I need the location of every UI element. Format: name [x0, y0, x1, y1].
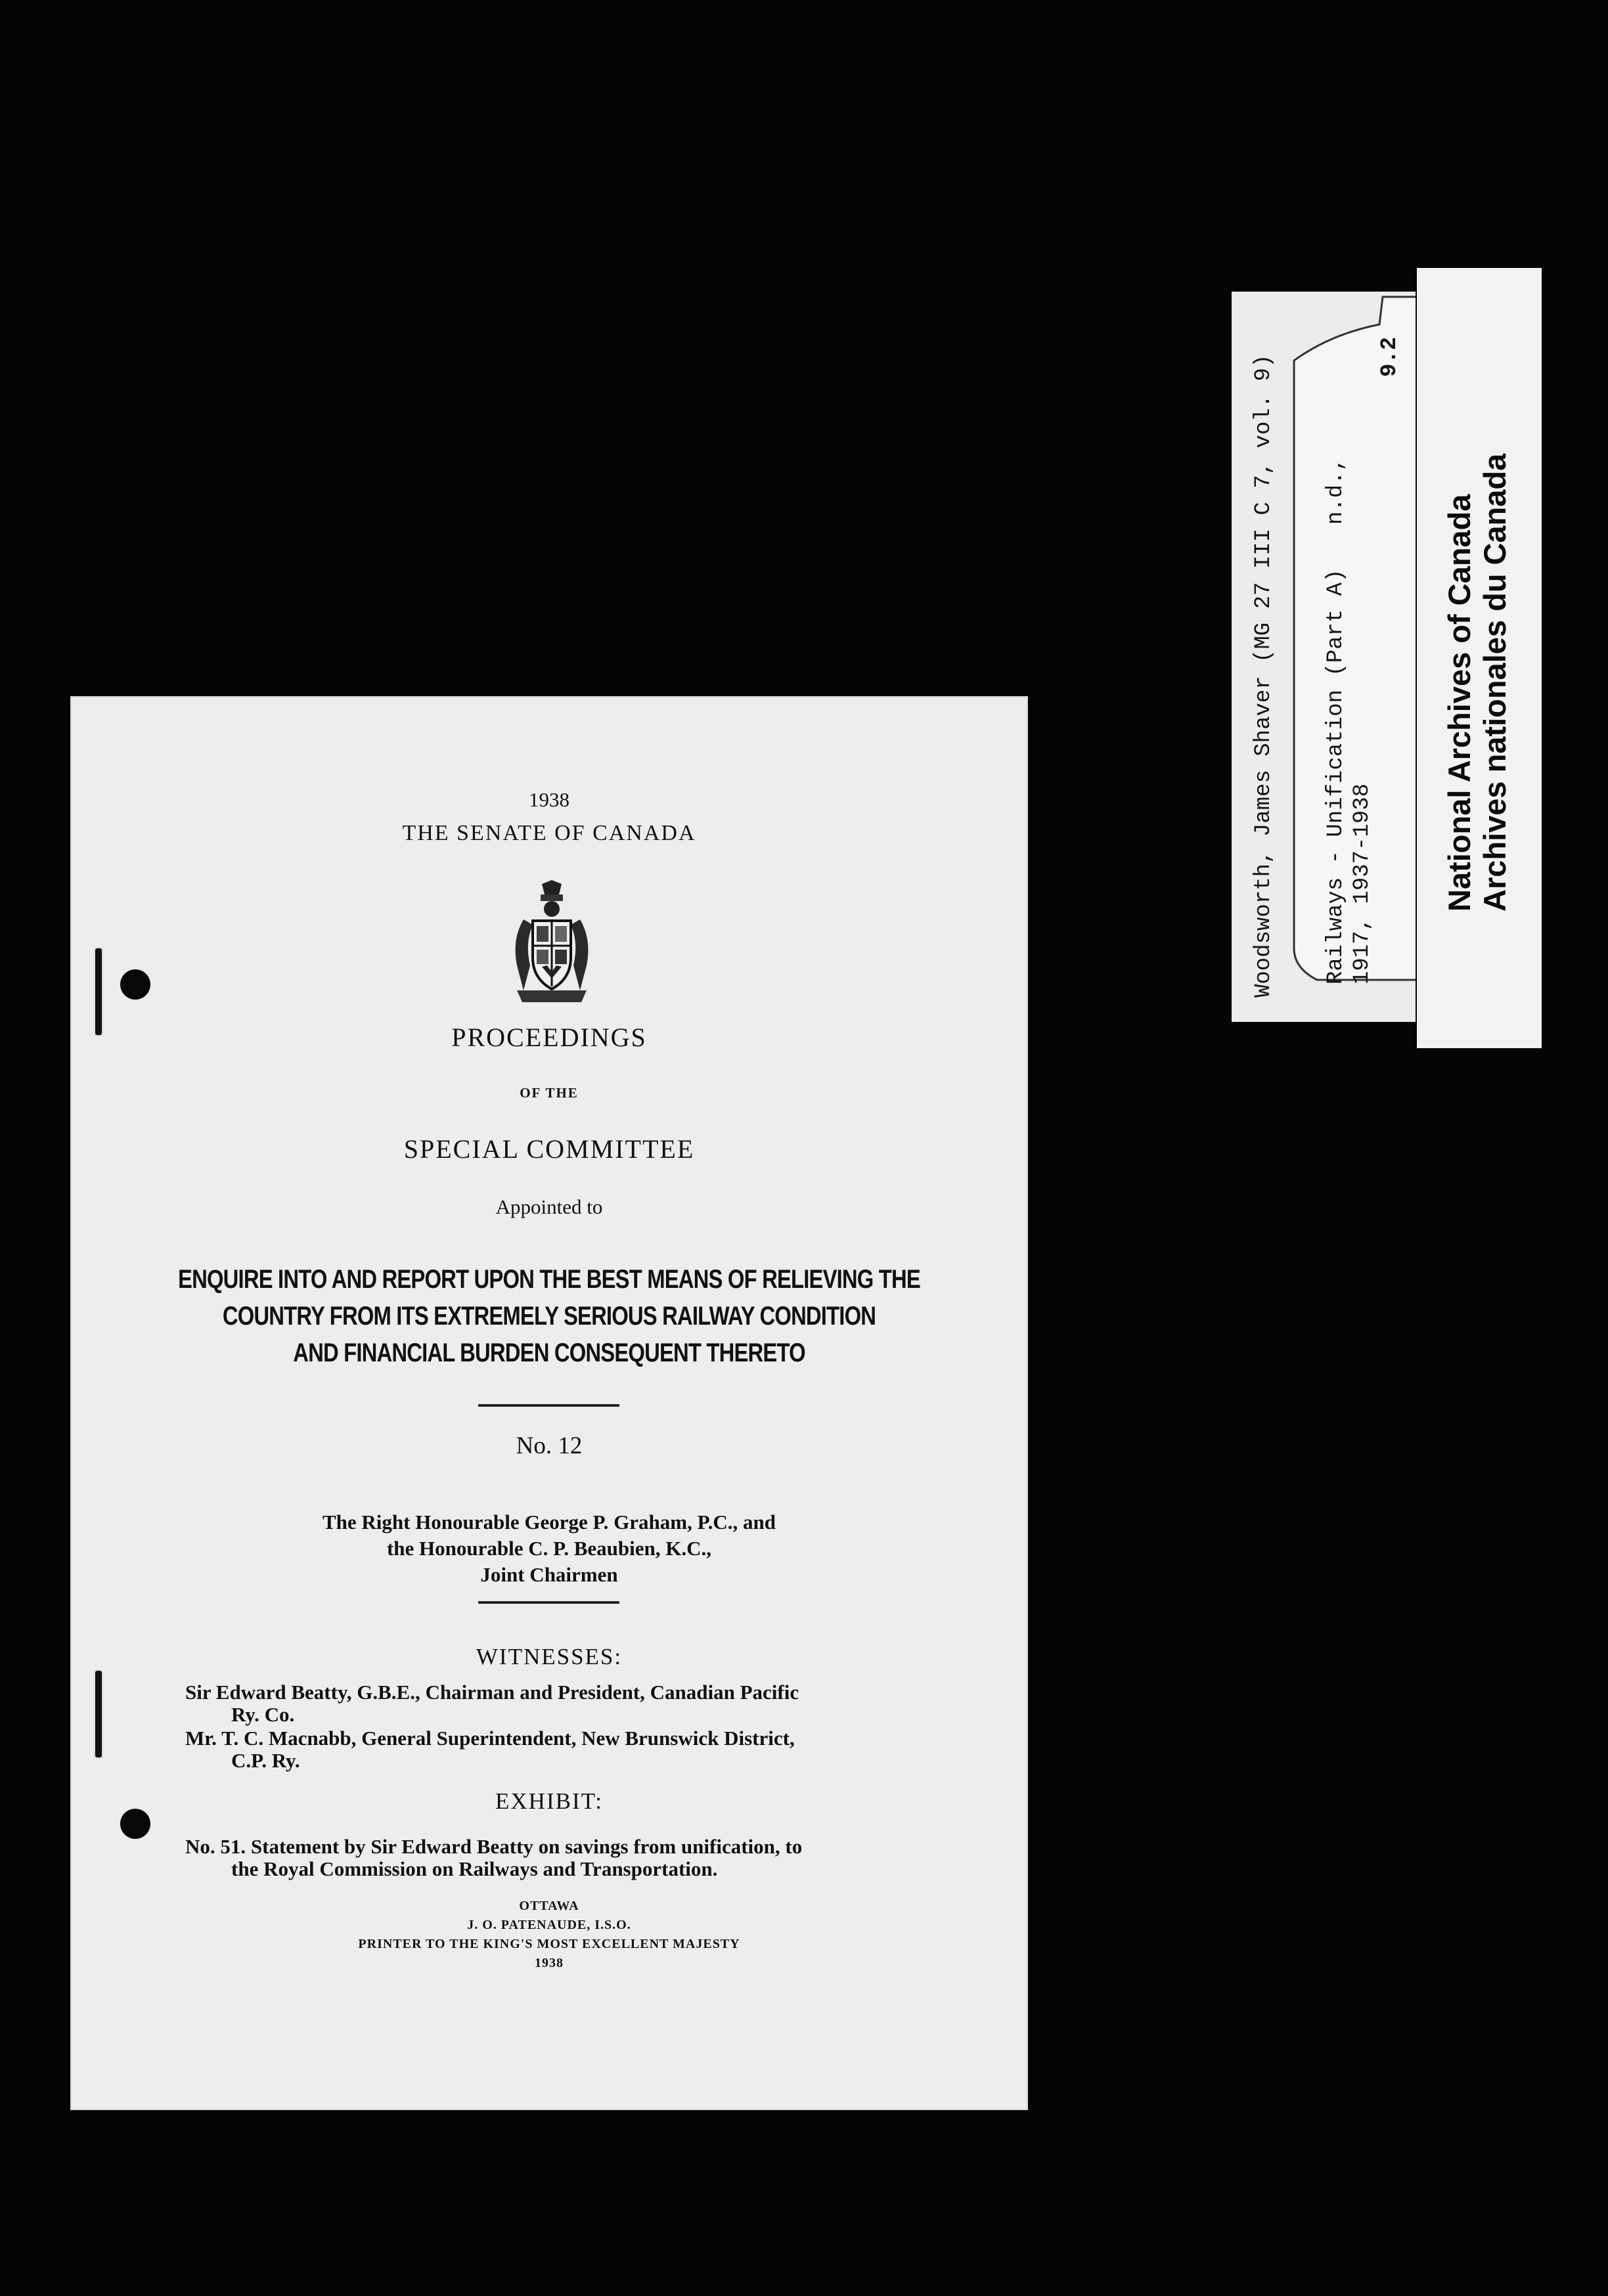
purpose-line: COUNTRY FROM ITS EXTREMELY SERIOUS RAILWAY CONDITION	[222, 1302, 876, 1331]
witness-entry	[185, 1681, 980, 1726]
imprint-line: J. O. PATENAUDE, I.S.O.	[467, 1918, 631, 1932]
institution-name-fr: Archives nationales du Canada	[1477, 453, 1512, 912]
institution-name-en: National Archives of Canada	[1442, 494, 1477, 912]
witness-line: Mr. T. C. Macnabb, General Superintendent, New Brunswick District,	[185, 1727, 795, 1750]
institution-label	[1417, 268, 1542, 1048]
chairmen-line: The Right Honourable George P. Graham, P.C., and	[322, 1511, 776, 1534]
divider	[478, 1404, 619, 1407]
committee-name: SPECIAL COMMITTEE	[403, 1134, 695, 1164]
chairmen-line: the Honourable C. P. Beaubien, K.C.,	[386, 1537, 712, 1560]
committee-purpose	[156, 1261, 942, 1371]
purpose-line: AND FINANCIAL BURDEN CONSEQUENT THERETO	[293, 1338, 805, 1367]
publication-year: 1938	[529, 788, 570, 811]
file-dates: 1917, 1937-1938	[1350, 783, 1375, 984]
file-number: 9.2	[1377, 336, 1402, 377]
witness-entry	[185, 1727, 980, 1772]
punch-hole-top	[120, 969, 150, 1000]
witness-line: C.P. Ry.	[231, 1749, 300, 1772]
document-page	[70, 696, 1028, 2110]
appointed-to-line: Appointed to	[495, 1195, 603, 1218]
joint-chairmen	[70, 1509, 1028, 1588]
purpose-line: ENQUIRE INTO AND REPORT UPON THE BEST MEANS OF RELIEVING THE	[178, 1265, 920, 1294]
divider	[478, 1601, 619, 1604]
issuing-body: THE SENATE OF CANADA	[402, 821, 696, 845]
file-label	[1232, 292, 1416, 1022]
fonds-reference: Woodsworth, James Shaver (MG 27 III C 7, vol. 9)	[1251, 354, 1276, 998]
imprint-line: OTTAWA	[519, 1899, 579, 1913]
printer-imprint	[70, 1897, 1028, 1973]
binding-slot-bottom	[94, 1669, 103, 1759]
coat-of-arms-icon	[504, 880, 600, 1002]
document-title: PROCEEDINGS	[451, 1023, 647, 1052]
imprint-line: 1938	[535, 1956, 564, 1970]
file-dates-start: n.d.,	[1324, 457, 1349, 525]
imprint-line: PRINTER TO THE KING'S MOST EXCELLENT MAJESTY	[358, 1937, 740, 1951]
issue-number: No. 12	[516, 1432, 583, 1459]
exhibit-entry	[185, 1836, 980, 1880]
of-the-connector: OF THE	[520, 1085, 579, 1101]
exhibit-line: the Royal Commission on Railways and Transportation.	[231, 1857, 718, 1880]
witnesses-heading: WITNESSES:	[476, 1644, 623, 1669]
exhibit-heading: EXHIBIT:	[495, 1788, 603, 1814]
witness-line: Sir Edward Beatty, G.B.E., Chairman and President, Canadian Pacific	[185, 1681, 799, 1704]
chairmen-line: Joint Chairmen	[480, 1563, 618, 1586]
witness-line: Ry. Co.	[231, 1703, 295, 1726]
exhibit-line: No. 51. Statement by Sir Edward Beatty on savings from unification, to	[185, 1835, 803, 1858]
file-title: Railways - Unification (Part A)	[1324, 569, 1349, 984]
